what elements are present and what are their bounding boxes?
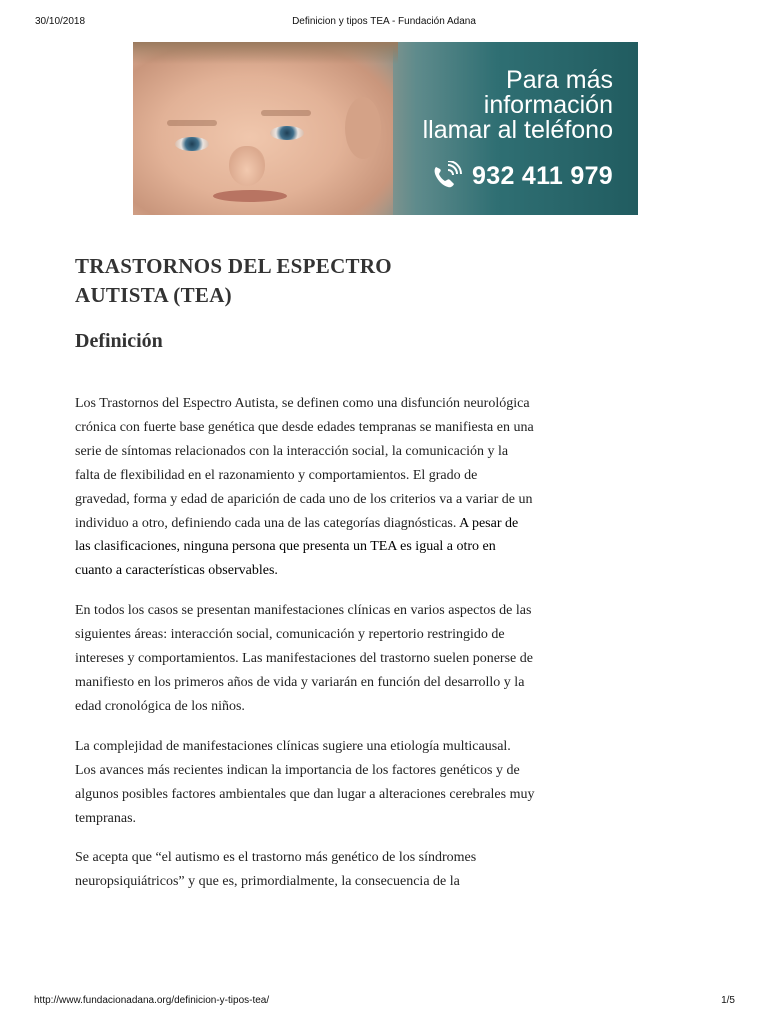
print-footer: [0, 995, 768, 1009]
banner-line-1: Para más: [506, 66, 613, 94]
paragraph-1: [75, 392, 535, 583]
print-date: 30/10/2018: [35, 16, 86, 27]
mouth-shape: [213, 190, 287, 202]
print-header: [0, 16, 768, 32]
page-print-title: Definicion y tipos TEA - Fundación Adana: [292, 16, 476, 27]
nose-shape: [229, 146, 265, 186]
banner-promo-text: [373, 68, 613, 143]
hair-shade: [133, 42, 398, 64]
section-heading-definicion: Definición: [75, 330, 163, 352]
paragraph-4: Se acepta que “el autismo es el trastorno más genético de los síndromes neuropsiquiátricos” y que es, primordialmente, la consecuencia de la: [75, 850, 477, 890]
banner-phone[interactable]: [430, 158, 613, 194]
banner-line-3: llamar al teléfono: [422, 116, 613, 144]
phone-icon: [430, 161, 464, 191]
banner-line-2: información: [483, 91, 613, 119]
page-number: 1/5: [721, 995, 735, 1006]
right-eye: [270, 126, 304, 140]
left-eye: [175, 137, 209, 151]
paragraph-1-text: Los Trastornos del Espectro Autista, se definen como una disfunción neurológica crónica con fuerte base genética que desde edades tempranas se manifiesta en una serie de síntomas relacionados con la interacción social, la comunicación y la falta de flexibilidad en el razonamiento y comportamientos. El grado de gravedad, forma y edad de aparición de cada uno de los criterios va a variar de un individuo a otro, definiendo cada una de las categorías diagnósticas.: [75, 396, 534, 531]
print-url[interactable]: http://www.fundacionadana.org/definicion-y-tipos-tea/: [34, 995, 270, 1006]
paragraph-3: La complejidad de manifestaciones clínicas sugiere una etiología multicausal. Los avances más recientes indican la importancia de los factores genéticos y de algunos posibles factores ambientales que dan lugar a alteraciones cerebrales muy tempranas.: [75, 738, 535, 826]
banner-phone-number: 932 411 979: [472, 161, 613, 190]
article-body: [75, 252, 535, 894]
paragraph-1-emphasis: A pesar de las clasificaciones, ninguna persona que presenta un TEA es igual a otro en cuanto a características observables.: [75, 515, 519, 579]
right-brow: [261, 110, 311, 116]
paragraph-2: En todos los casos se presentan manifestaciones clínicas en varios aspectos de las siguientes áreas: interacción social, comunicación y repertorio restringido de intereses y comportamientos. Las manifestaciones del trastorno suelen ponerse de manifiesto en los primeros años de vida y variarán en función del desarrollo y la edad cronológica de los niños.: [75, 603, 533, 714]
promo-banner[interactable]: [133, 42, 638, 215]
article-title: TRASTORNOS DEL ESPECTRO AUTISTA (TEA): [75, 254, 392, 307]
left-brow: [167, 120, 217, 126]
